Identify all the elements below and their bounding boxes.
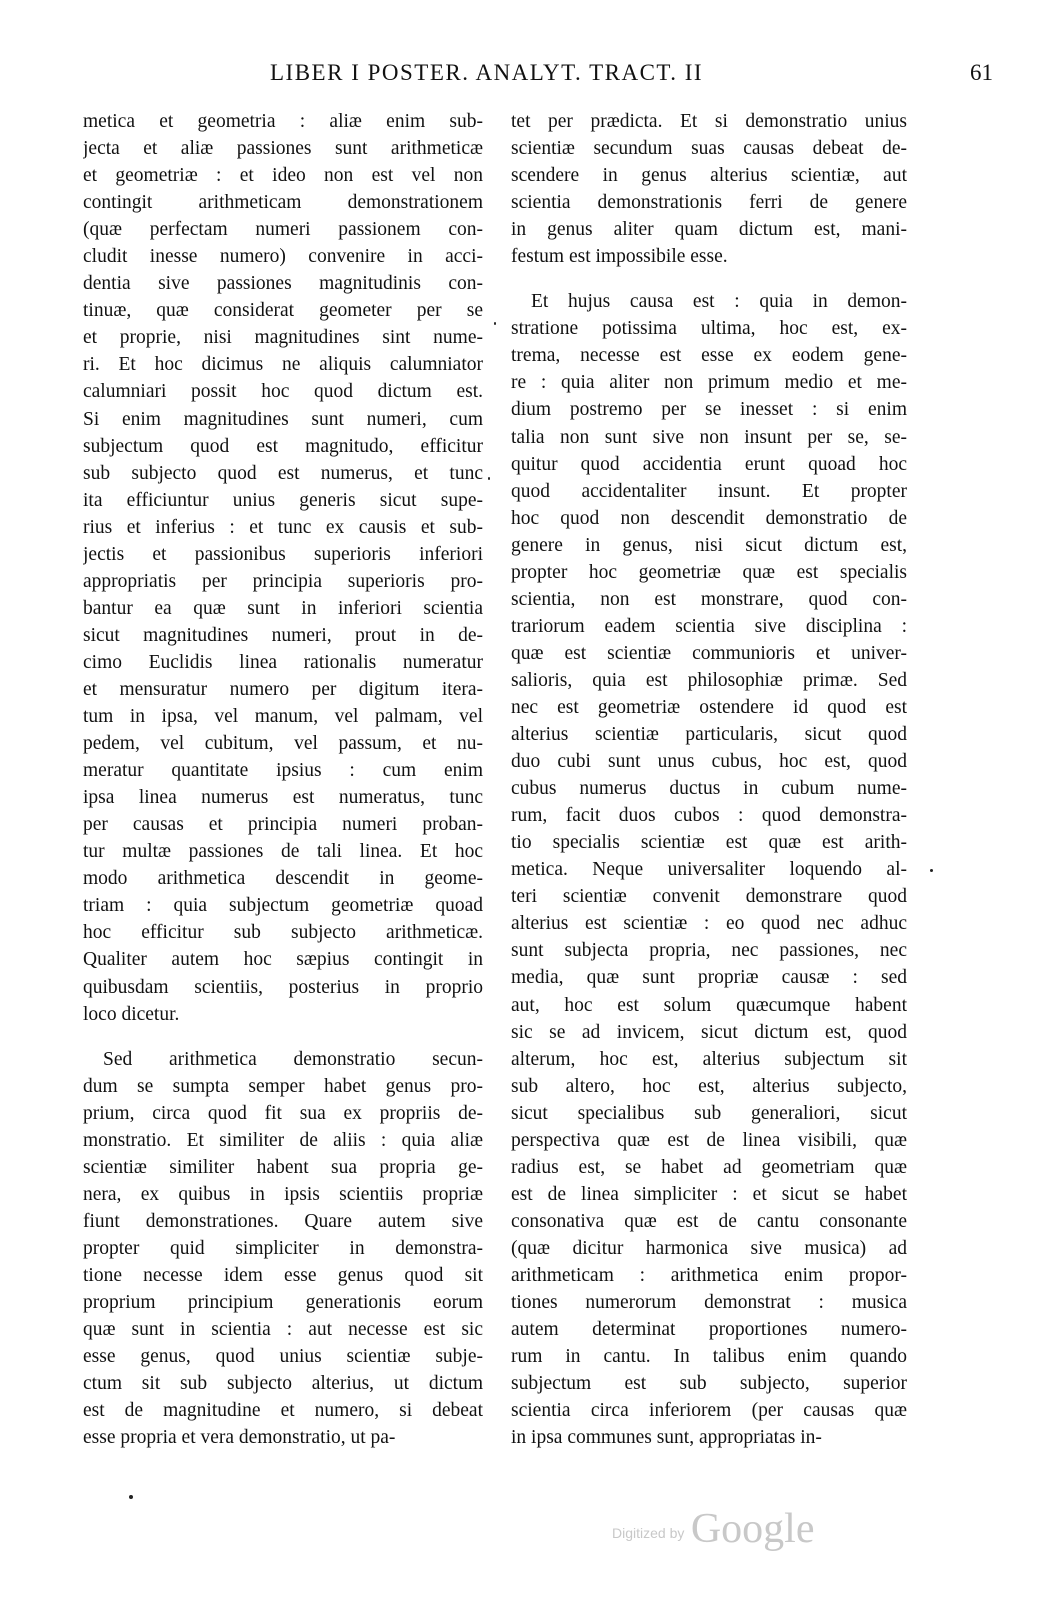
text-line: scendere in genus alterius scientiæ, aut [511, 165, 907, 187]
text-line: in ipsa communes sunt, appropriatas in- [511, 1427, 822, 1449]
text-line: et proprie, nisi magnitudines sint nume- [83, 327, 483, 349]
text-line: genere in genus, nisi sicut dictum est, [511, 534, 907, 556]
text-line: Et hujus causa est : quia in demon- [531, 291, 907, 313]
text-line: et mensuratur numero per digitum itera- [83, 678, 483, 700]
text-line: consonativa quæ est de cantu consonante [511, 1210, 907, 1232]
text-line: rum, facit duos cubos : quod demonstra- [511, 805, 907, 827]
text-line: festum est impossibile esse. [511, 246, 728, 268]
text-line: dum se sumpta semper habet genus pro- [83, 1075, 483, 1097]
text-line: tio specialis scientiæ est quæ est arith- [511, 832, 907, 854]
text-line: perspectiva quæ est de linea visibili, quæ [511, 1129, 907, 1151]
print-speck [494, 322, 496, 325]
text-line: hoc efficitur sub subjecto arithmeticæ. [83, 922, 483, 944]
text-line: sub subjecto quod est numerus, et tunc [83, 462, 483, 484]
text-line: tur multæ passiones de tali linea. Et hoc [83, 841, 483, 863]
text-line: quod accidentaliter insunt. Et propter [511, 480, 907, 502]
text-line: subjectum quod est magnitudo, efficitur [83, 435, 483, 457]
text-line: rum in cantu. In talibus enim quando [511, 1346, 907, 1368]
text-line: prium, circa quod fit sua ex propriis de- [83, 1102, 483, 1124]
text-line: propter quid simpliciter in demonstra- [83, 1237, 483, 1259]
text-line: trema, necesse est esse ex eodem gene- [511, 345, 907, 367]
text-line: talia non sunt sive non insunt per se, se- [511, 426, 907, 448]
text-line: duo cubi sunt unus cubus, hoc est, quod [511, 751, 907, 773]
text-line: quæ sunt in scientia : aut necesse est sic [83, 1319, 483, 1341]
text-line: loco dicetur. [83, 1003, 180, 1025]
text-line: alterius scientiæ particularis, sicut quod [511, 724, 907, 746]
left-column [83, 108, 483, 1451]
text-line: alterius est scientiæ : eo quod nec adhuc [511, 913, 907, 935]
text-line: stratione potissima ultima, hoc est, ex- [511, 318, 907, 340]
text-line: appropriatis per principia superioris pro- [83, 570, 483, 592]
digitized-watermark [612, 1505, 814, 1553]
paragraph-gap [83, 1028, 483, 1046]
text-line: contingit arithmeticam demonstrationem [83, 192, 483, 214]
text-line: radius est, se habet ad geometriam quæ [511, 1156, 907, 1178]
text-line: est de magnitudine et numero, si debeat [83, 1400, 483, 1422]
text-line: (quæ dicitur harmonica sive musica) ad [511, 1237, 907, 1259]
text-line: Sed arithmetica demonstratio secun- [103, 1048, 483, 1070]
text-line: media, quæ sunt propriæ causæ : sed [511, 967, 907, 989]
text-line: dium postremo per se inesset : si enim [511, 399, 907, 421]
text-line: tinuæ, quæ considerat geometer per se [83, 300, 483, 322]
text-line: esse genus, quod unius scientiæ subje- [83, 1346, 483, 1368]
text-line: hoc quod non descendit demonstratio de [511, 507, 907, 529]
text-line: propter hoc geometriæ quæ est specialis [511, 561, 907, 583]
print-speck [930, 869, 933, 872]
page-number: 61 [970, 60, 993, 85]
text-line: tet per prædicta. Et si demonstratio unius [511, 111, 907, 132]
text-line: metica et geometria : aliæ enim sub- [83, 111, 483, 132]
text-line: in genus aliter quam dictum est, mani- [511, 219, 907, 241]
text-line: autem determinat proportiones numero- [511, 1319, 907, 1341]
text-line: quitur quod accidentia erunt quoad hoc [511, 453, 907, 475]
text-line: Si enim magnitudines sunt numeri, cum [83, 408, 483, 430]
text-line: ri. Et hoc dicimus ne aliquis calumniator [83, 354, 483, 376]
text-line: et geometriæ : et ideo non est vel non [83, 165, 483, 187]
paragraph-gap [511, 270, 907, 288]
text-line: aut, hoc est solum quæcumque habent [511, 994, 907, 1016]
text-line: meratur quantitate ipsius : cum enim [83, 760, 483, 782]
text-line: jecta et aliæ passiones sunt arithmeticæ [83, 138, 483, 160]
text-line: calumniari possit hoc quod dictum est. [83, 381, 483, 403]
running-header: LIBER I POSTER. ANALYT. TRACT. II [270, 60, 704, 85]
text-line: rius et inferius : et tunc ex causis et sub- [83, 516, 483, 538]
text-line: scientiæ secundum suas causas debeat de- [511, 138, 907, 160]
text-line: teri scientiæ convenit demonstrare quod [511, 886, 907, 908]
text-line: esse propria et vera demonstratio, ut pa- [83, 1427, 396, 1449]
text-line: jectis et passionibus superioris inferiori [83, 543, 483, 565]
text-line: fiunt demonstrationes. Quare autem sive [83, 1210, 483, 1232]
text-line: ipsa linea numerus est numeratus, tunc [83, 787, 483, 809]
text-line: sicut magnitudines numeri, prout in de- [83, 624, 483, 646]
text-line: triam : quia subjectum geometriæ quoad [83, 895, 483, 917]
print-speck [488, 477, 490, 480]
text-line: trariorum eadem scientia sive disciplina : [511, 615, 907, 637]
text-line: proprium principium generationis eorum [83, 1292, 483, 1314]
text-line: monstratio. Et similiter de aliis : quia aliæ [83, 1129, 483, 1151]
text-line: tiones numerorum demonstrat : musica [511, 1292, 907, 1314]
print-speck [129, 1495, 133, 1499]
text-line: quæ est scientiæ communioris et univer- [511, 642, 907, 664]
text-line: tum in ipsa, vel manum, vel palmam, vel [83, 706, 483, 728]
text-line: salioris, quia est philosophiæ primæ. Sed [511, 669, 907, 691]
text-line: cimo Euclidis linea rationalis numeratur [83, 651, 483, 673]
text-line: scientia, non est monstrare, quod con- [511, 588, 907, 610]
text-line: alterum, hoc est, alterius subjectum sit [511, 1048, 907, 1070]
text-line: sub altero, hoc est, alterius subjecto, [511, 1075, 907, 1097]
text-line: cubus numerus ductus in cubum nume- [511, 778, 907, 800]
text-line: est de linea simpliciter : et sicut se habet [511, 1183, 907, 1205]
text-line: tione necesse idem esse genus quod sit [83, 1264, 483, 1286]
right-column [511, 108, 907, 1451]
text-line: quibusdam scientiis, posterius in proprio [83, 976, 483, 998]
text-line: (quæ perfectam numeri passionem con- [83, 219, 483, 241]
text-line: dentia sive passiones magnitudinis con- [83, 273, 483, 295]
text-line: per causas et principia numeri proban- [83, 814, 483, 836]
text-line: nec est geometriæ ostendere id quod est [511, 696, 907, 718]
text-line: nera, ex quibus in ipsis scientiis propriæ [83, 1183, 483, 1205]
text-line: metica. Neque universaliter loquendo al- [511, 859, 907, 881]
text-line: ita efficiuntur unius generis sicut supe- [83, 489, 483, 511]
text-line: sicut specialibus sub generaliori, sicut [511, 1102, 907, 1124]
google-logo: Google [690, 1506, 815, 1552]
text-line: arithmeticam : arithmetica enim propor- [511, 1264, 907, 1286]
text-line: bantur ea quæ sunt in inferiori scientia [83, 597, 483, 619]
watermark-prefix: Digitized by [612, 1525, 685, 1541]
text-line: cludit inesse numero) convenire in acci- [83, 246, 483, 268]
text-line: Qualiter autem hoc sæpius contingit in [83, 949, 483, 971]
text-line: re : quia aliter non primum medio et me- [511, 372, 907, 394]
text-line: scientia demonstrationis ferri de genere [511, 192, 907, 214]
text-line: pedem, vel cubitum, vel passum, et nu- [83, 733, 483, 755]
text-line: modo arithmetica descendit in geome- [83, 868, 483, 890]
text-line: scientiæ similiter habent sua propria ge- [83, 1156, 483, 1178]
text-line: subjectum est sub subjecto, superior [511, 1373, 907, 1395]
text-line: ctum sit sub subjecto alterius, ut dictum [83, 1373, 483, 1395]
text-line: scientia circa inferiorem (per causas quæ [511, 1400, 907, 1422]
text-line: sunt subjecta propria, nec passiones, nec [511, 940, 907, 962]
text-line: sic se ad invicem, sicut dictum est, quod [511, 1021, 907, 1043]
